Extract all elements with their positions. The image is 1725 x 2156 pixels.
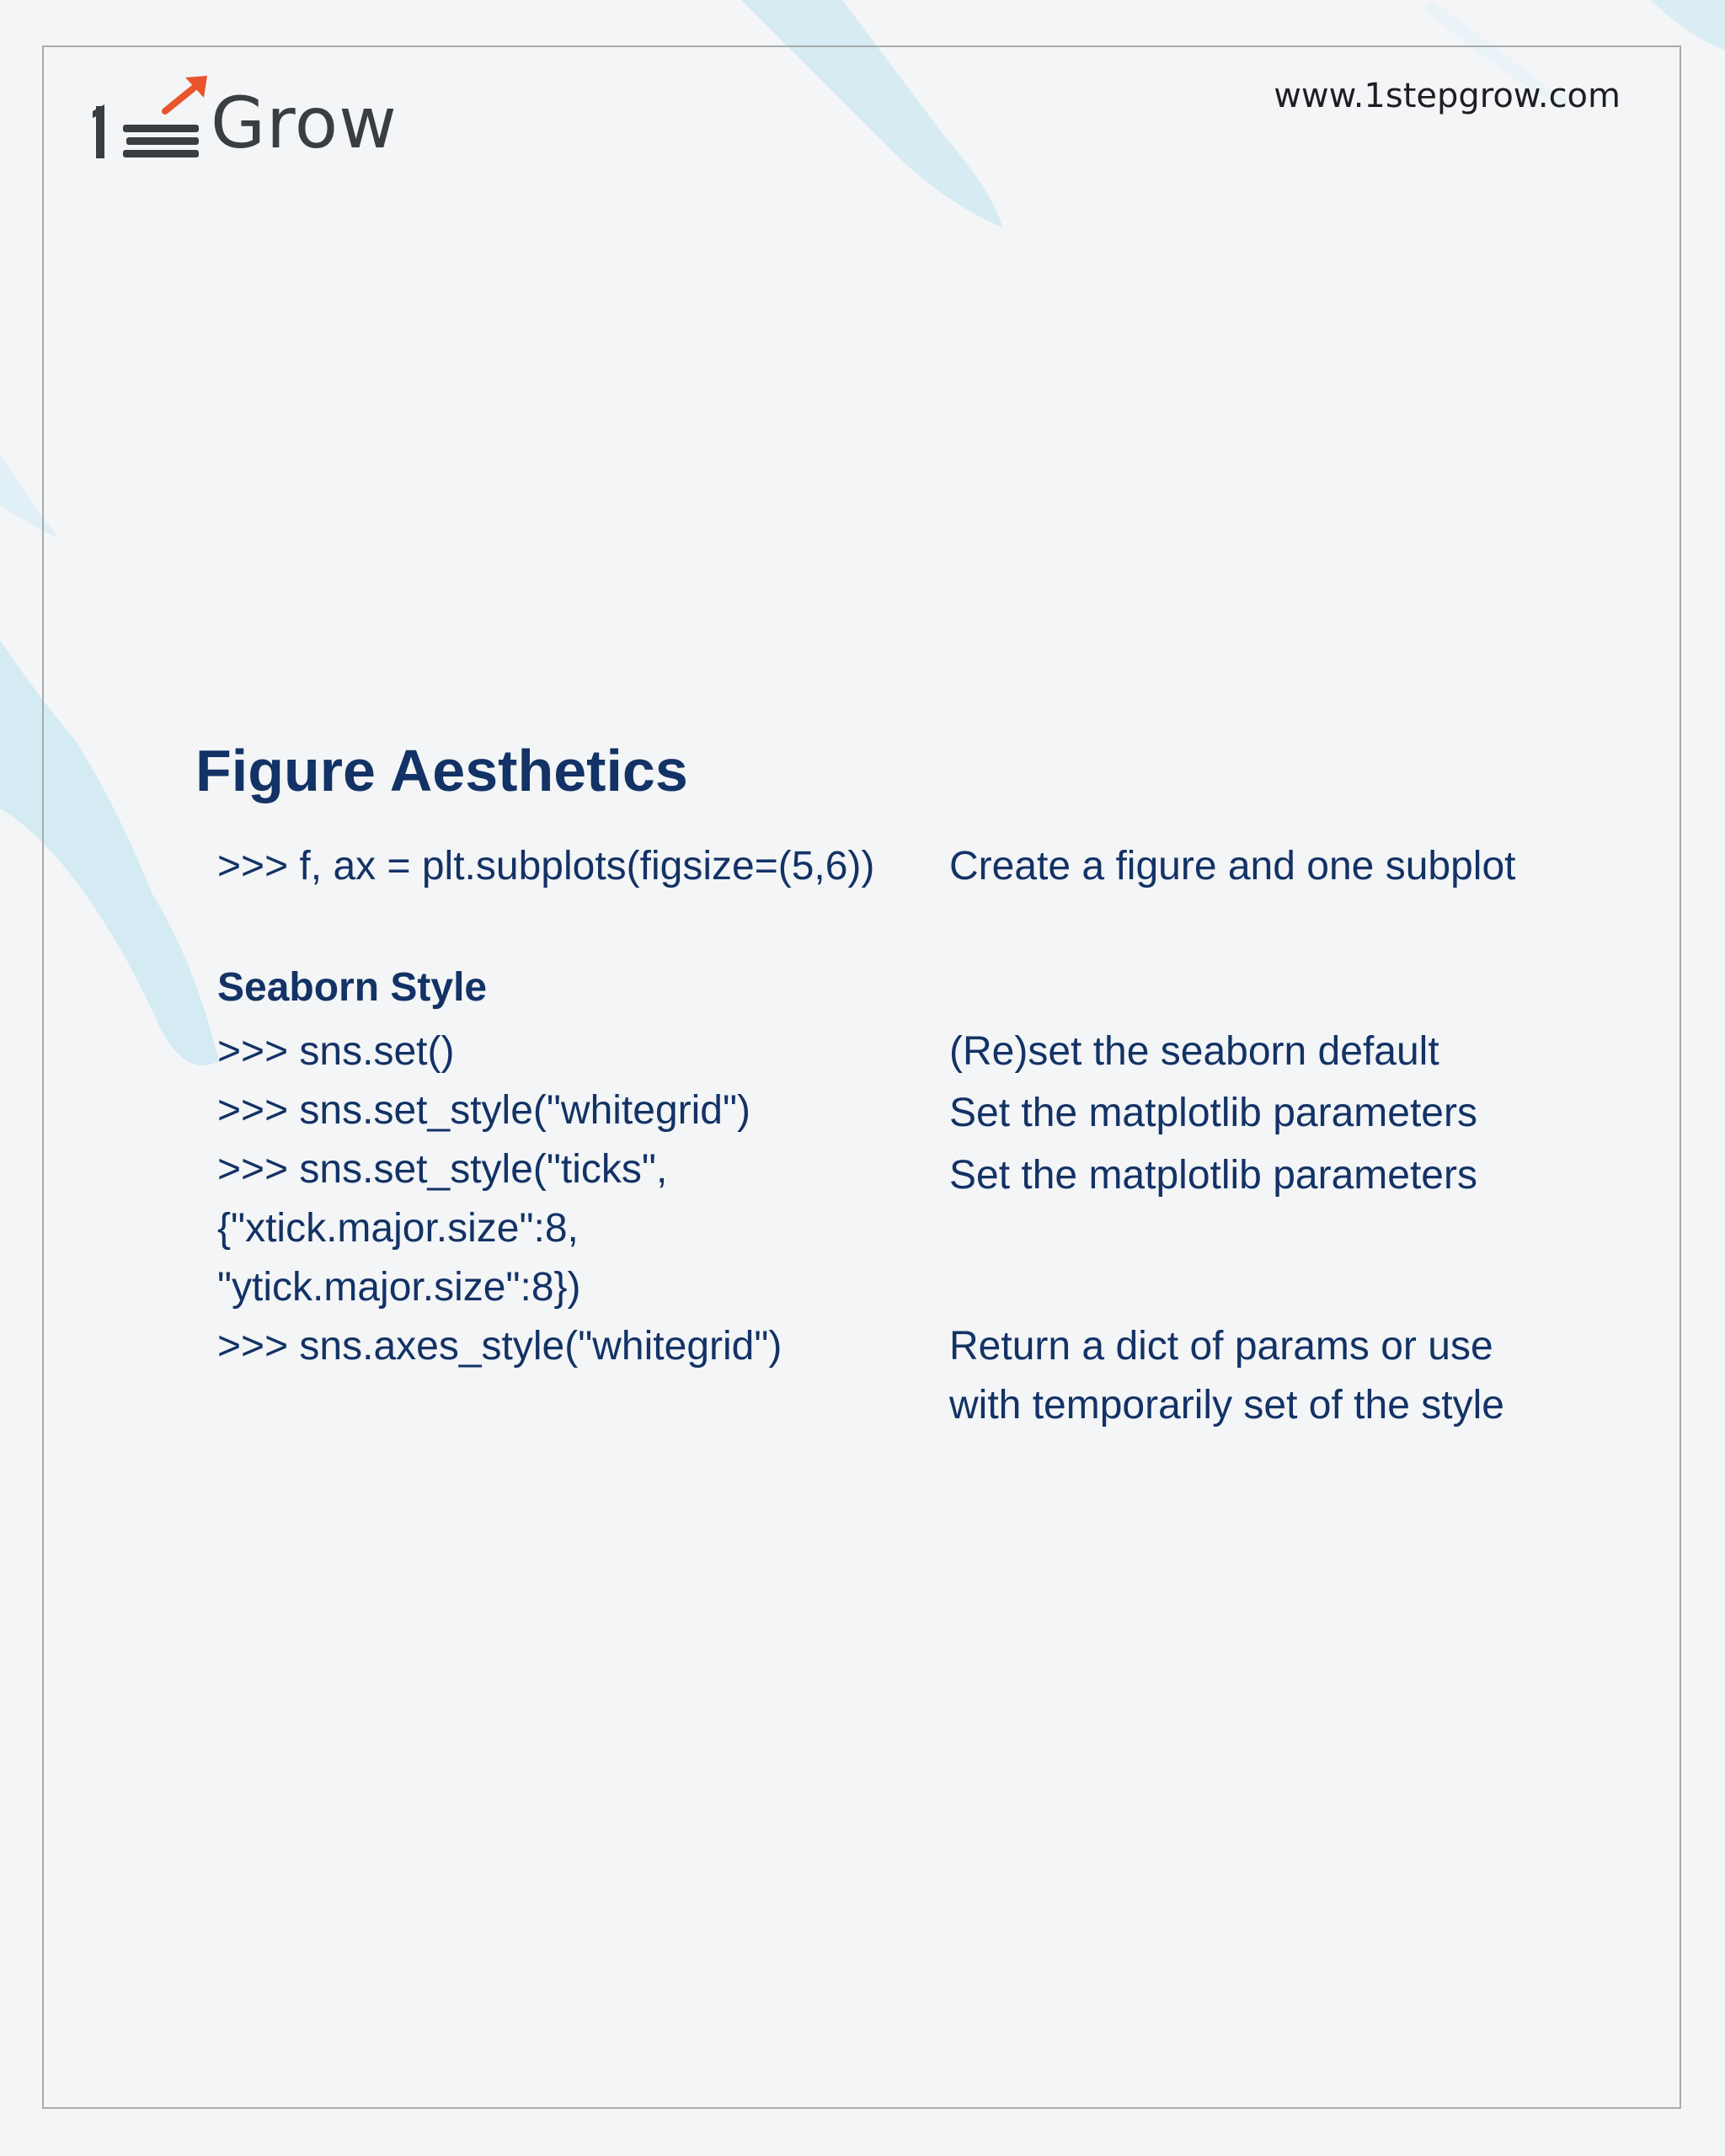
description-line: Set the matplotlib parameters bbox=[949, 1091, 1477, 1135]
description-line: Return a dict of params or use bbox=[949, 1324, 1493, 1369]
figure-command: >>> f, ax = plt.subplots(figsize=(5,6)) bbox=[217, 844, 875, 889]
description-line: Set the matplotlib parameters bbox=[949, 1153, 1477, 1198]
figure-description: Create a figure and one subplot bbox=[949, 844, 1516, 889]
website-url[interactable]: www.1stepgrow.com bbox=[1274, 77, 1621, 115]
command-line: "ytick.major.size":8}) bbox=[217, 1265, 581, 1310]
subheading: Seaborn Style bbox=[217, 965, 488, 1010]
command-line: >>> sns.set_style("whitegrid") bbox=[217, 1088, 751, 1133]
command-line: {"xtick.major.size":8, bbox=[217, 1206, 579, 1251]
section-title: Figure Aesthetics bbox=[195, 738, 688, 803]
command-line: >>> sns.set() bbox=[217, 1029, 455, 1074]
command-line: >>> sns.axes_style("whitegrid") bbox=[217, 1324, 782, 1369]
description-line: (Re)set the seaborn default bbox=[949, 1029, 1439, 1074]
logo-text: Grow bbox=[211, 82, 398, 164]
logo bbox=[93, 74, 404, 167]
description-line: with temporarily set of the style bbox=[949, 1383, 1504, 1428]
page-frame bbox=[42, 45, 1681, 2109]
command-line: >>> sns.set_style("ticks", bbox=[217, 1147, 668, 1192]
logo-mark-icon bbox=[93, 74, 211, 167]
